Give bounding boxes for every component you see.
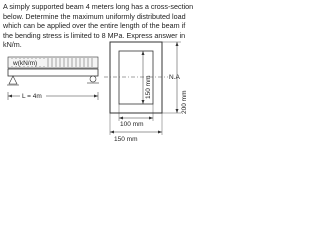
outer-width-label: 150 mm bbox=[114, 136, 138, 143]
left-support bbox=[7, 76, 19, 85]
problem-statement: A simply supported beam 4 meters long has a cross-section below. Determine the maximum uniformly distributed load which can be applied over the entire length of the beam if the bending stress is limited to 8 MPa. Express answer in kN/m. bbox=[3, 2, 194, 50]
inner-height-label: 150 mm bbox=[145, 75, 152, 99]
inner-width-label: 100 mm bbox=[120, 121, 144, 128]
span-label: L = 4m bbox=[22, 93, 42, 100]
load-label: w(kN/m) bbox=[13, 60, 38, 67]
beam-figure bbox=[0, 0, 200, 153]
neutral-axis-label: N.A bbox=[169, 74, 180, 81]
distributed-load bbox=[8, 57, 98, 68]
cross-section bbox=[104, 42, 188, 143]
span-dimension bbox=[8, 91, 98, 100]
beam bbox=[8, 69, 98, 76]
right-support bbox=[87, 76, 99, 83]
outer-height-label: 200 mm bbox=[181, 90, 188, 114]
